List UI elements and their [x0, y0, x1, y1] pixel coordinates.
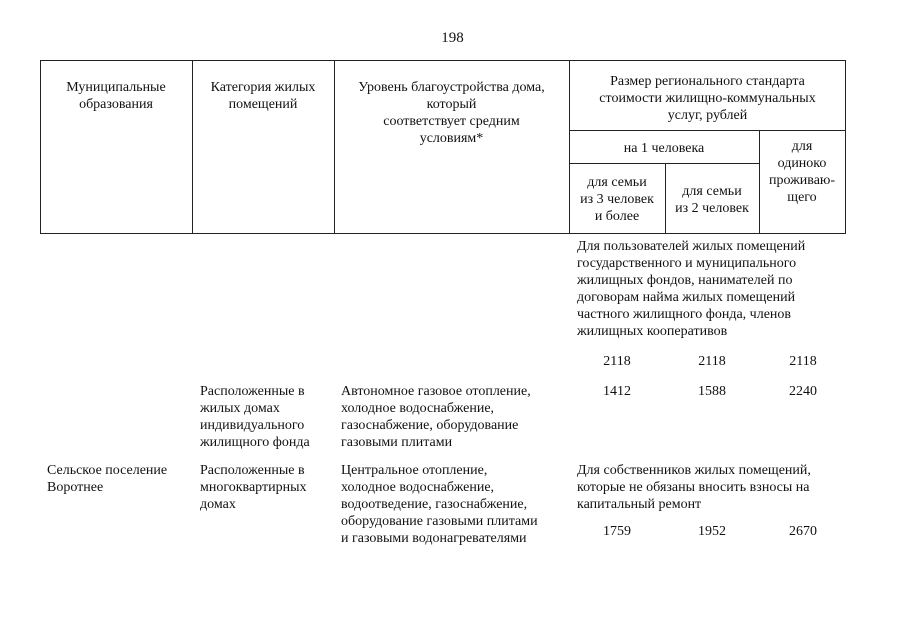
row2-value-single: 2240: [789, 384, 817, 399]
table-header-divider-size: [569, 130, 846, 131]
header-family3: для семьи из 3 человек и более: [580, 175, 654, 224]
row3-level: Центральное отопление, холодное водоснабжение, водоотведение, газоснабжение, оборудование газовыми плитами и газовыми водонагревателями: [341, 463, 538, 546]
row3-value-single: 2670: [789, 524, 817, 539]
row1-value-family3: 2118: [603, 354, 631, 369]
header-category: Категория жилых помещений: [210, 80, 316, 112]
header-level: Уровень благоустройства дома, который соответствует средним условиям*: [358, 80, 545, 146]
row2-level: Автономное газовое отопление, холодное водоснабжение, газоснабжение, оборудование газовыми плитами: [341, 384, 531, 450]
row2-category: Расположенные в жилых домах индивидуального жилищного фонда: [200, 384, 310, 450]
row1-value-family2: 2118: [698, 354, 726, 369]
row3-value-family2: 1952: [698, 524, 726, 539]
header-single: для одиноко проживаю- щего: [768, 139, 836, 205]
row2-value-family3: 1412: [603, 384, 631, 399]
row3-municipal: Сельское поселение Воротнее: [47, 463, 168, 495]
header-size: Размер регионального стандарта стоимости жилищно-коммунальных услуг, рублей: [599, 74, 816, 123]
row3-category: Расположенные в многоквартирных домах: [200, 463, 307, 512]
table-bottom-border: [40, 233, 846, 234]
row2-value-family2: 1588: [698, 384, 726, 399]
table-top-border: [40, 60, 846, 61]
row3-value-family3: 1759: [603, 524, 631, 539]
header-municipal: Муниципальные образования: [66, 80, 166, 112]
row1-value-single: 2118: [789, 354, 817, 369]
header-family2: для семьи из 2 человек: [675, 184, 749, 216]
row3-note: Для собственников жилых помещений, которые не обязаны вносить взносы на капитальный ремонт: [577, 463, 811, 512]
page-number: 198: [441, 30, 464, 46]
table-header-divider-perperson: [569, 163, 759, 164]
header-per-person: на 1 человека: [623, 141, 705, 156]
group1-note: Для пользователей жилых помещений государственного и муниципального жилищных фондов, нанимателей по договорам найма жилых помещений частного жилищного фонда, членов жилищных кооперативов: [577, 239, 806, 339]
